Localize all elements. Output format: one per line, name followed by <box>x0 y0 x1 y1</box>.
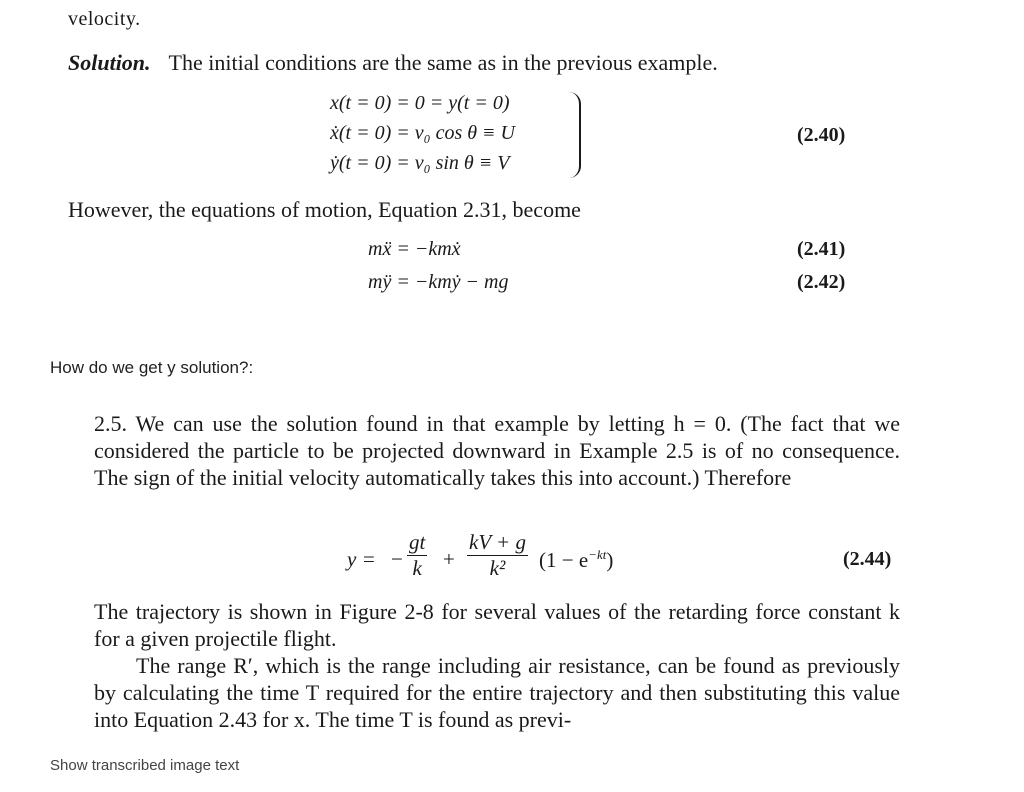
cut-off-word: velocity. <box>68 8 141 30</box>
equation-number-2-41: (2.41) <box>797 238 846 260</box>
eq-fraction-1 <box>407 530 427 581</box>
solution-line <box>68 50 718 76</box>
eq-fraction-1-denominator: k <box>407 555 427 581</box>
equation-number-2-42: (2.42) <box>797 271 846 293</box>
initial-condition-1: x(t = 0) = 0 = y(t = 0) <box>330 92 510 114</box>
eq-close-paren: ) <box>606 548 614 572</box>
equation-number-2-44: (2.44) <box>843 548 892 570</box>
paragraph-3: The range R′, which is the range including air resistance, can be found as previously by calculating the time T required for the entire trajectory and then substituting this value into Equation 2.43 for x. The time T is found as previ- <box>94 653 900 732</box>
eq-fraction-2-denominator: k² <box>467 555 528 581</box>
paragraph-1: 2.5. We can use the solution found in that example by letting h = 0. (The fact that we considered the particle to be projected downward in Example 2.5 is of no consequence. The sign of the initial velocity automatically takes this into account.) Therefore <box>94 411 900 490</box>
however-text: However, the equations of motion, Equation 2.31, become <box>68 197 581 222</box>
eq-tail-base: (1 − e <box>539 548 589 572</box>
equation-2-41: mẍ = −kmẋ <box>368 238 461 260</box>
solution-label: Solution. <box>68 50 151 75</box>
initial-condition-2: ẋ(t = 0) = v₀ cos θ ≡ U <box>330 122 515 144</box>
eq-plus: + <box>443 547 455 571</box>
eq-fraction-2 <box>467 530 528 581</box>
right-brace <box>569 92 581 178</box>
eq-minus: − <box>391 547 403 571</box>
eq-exponent: −kt <box>588 547 607 562</box>
eq-fraction-2-numerator: kV + g <box>469 530 526 554</box>
equation-number-2-40: (2.40) <box>797 124 846 146</box>
eq-tail <box>539 547 613 573</box>
paragraph-2: The trajectory is shown in Figure 2-8 for several values of the retarding force constant k for a given projectile flight. <box>94 599 900 651</box>
equation-2-42: mÿ = −kmẏ − mg <box>368 271 509 293</box>
equation-2-44 <box>347 528 647 592</box>
show-transcribed-text-link[interactable]: Show transcribed image text <box>50 757 240 774</box>
question-text: How do we get y solution?: <box>50 358 254 377</box>
eq-lhs: y = <box>347 547 376 571</box>
initial-condition-3: ẏ(t = 0) = v₀ sin θ ≡ V <box>330 152 510 174</box>
solution-text: The initial conditions are the same as in the previous example. <box>168 50 718 75</box>
eq-fraction-1-numerator: gt <box>409 530 426 554</box>
